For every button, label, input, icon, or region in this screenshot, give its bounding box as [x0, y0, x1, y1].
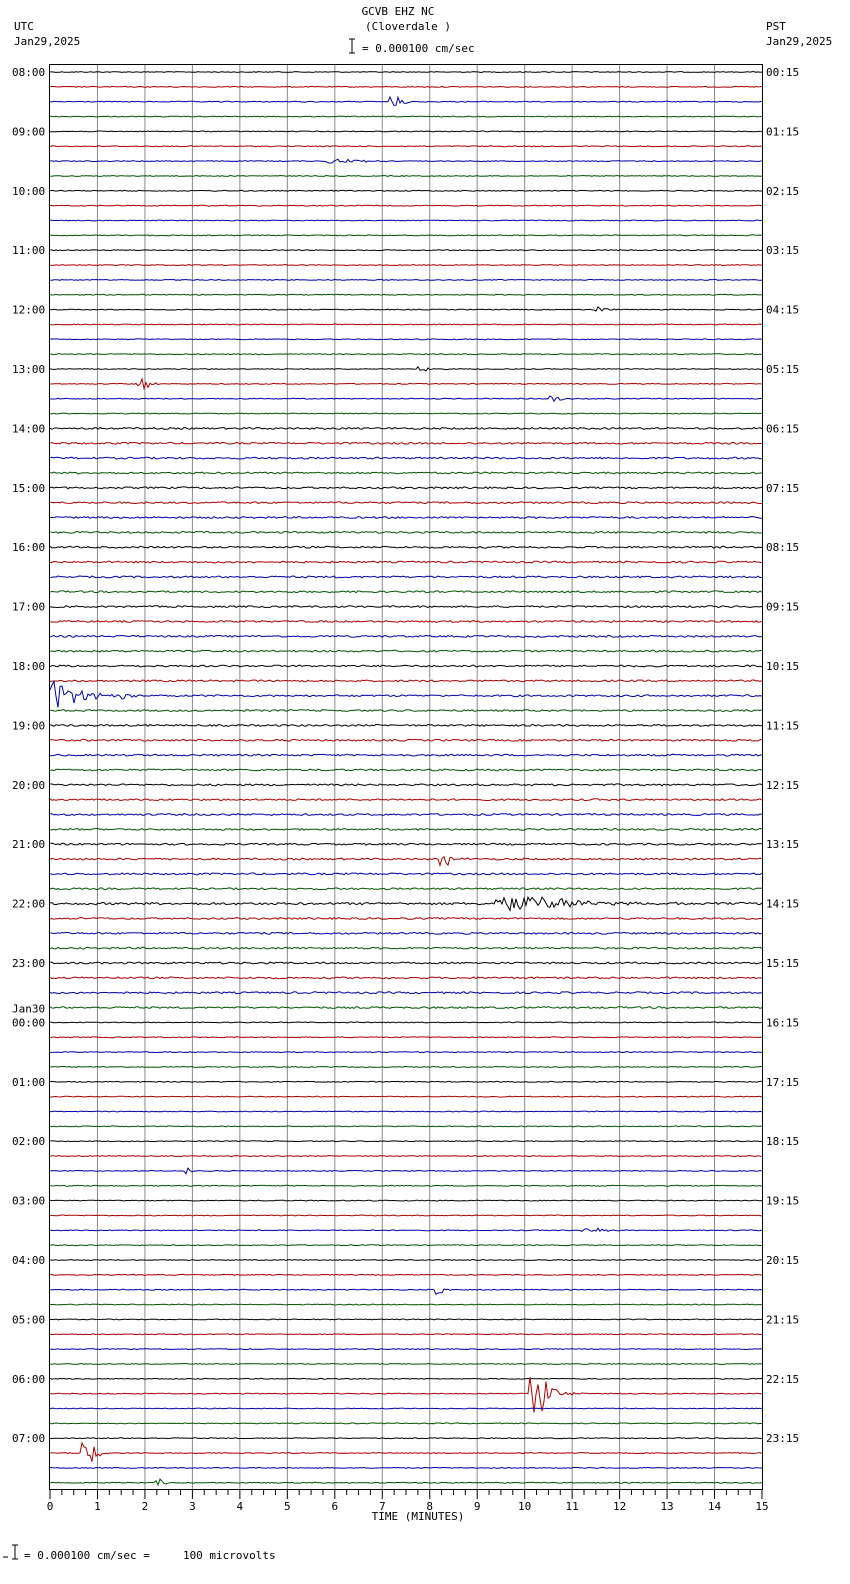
utc-hour-label: 09:00	[12, 125, 46, 139]
x-tick-label: 4	[236, 1500, 244, 1513]
trace-line	[50, 250, 762, 251]
trace-line	[50, 367, 762, 371]
trace-line	[50, 1304, 762, 1305]
trace-line	[50, 472, 762, 474]
trace-line	[50, 1377, 762, 1412]
pst-hour-label: 08:15	[766, 541, 800, 555]
pst-hour-label: 05:15	[766, 363, 800, 376]
trace-line	[50, 769, 762, 771]
trace-line	[50, 799, 762, 801]
trace-line	[50, 680, 762, 682]
trace-line	[50, 888, 762, 890]
footer-scale-label: = 0.000100 cm/sec = 100 microvolts	[24, 1549, 276, 1562]
utc-hour-label: 16:00	[12, 541, 46, 555]
trace-line	[50, 1443, 762, 1462]
trace-line	[50, 1067, 762, 1068]
trace-line	[50, 710, 762, 712]
trace-line	[50, 324, 762, 325]
pst-hour-label: 02:15	[766, 184, 800, 198]
trace-line	[50, 1096, 762, 1097]
utc-hour-label: 12:00	[12, 303, 46, 317]
trace-line	[50, 621, 762, 623]
utc-hour-label: 10:00	[12, 184, 46, 198]
pst-hour-label: 14:15	[766, 897, 800, 911]
trace-line	[50, 294, 762, 295]
pst-hour-label: 09:15	[766, 600, 800, 614]
trace-line	[50, 1111, 762, 1112]
utc-hour-label: 02:00	[12, 1135, 46, 1149]
trace-line	[50, 1141, 762, 1142]
trace-line	[50, 1052, 762, 1053]
trace-line	[50, 413, 762, 414]
trace-line	[50, 1185, 762, 1186]
trace-line	[50, 532, 762, 534]
trace-line	[50, 517, 762, 519]
trace-line	[50, 1022, 762, 1023]
pst-hour-labels	[766, 66, 799, 1445]
trace-line	[50, 176, 762, 177]
pst-hour-label: 04:15	[766, 303, 800, 317]
trace-line	[50, 1245, 762, 1246]
utc-hour-label: 15:00	[12, 481, 46, 495]
trace-line	[50, 754, 762, 756]
pst-hour-label: 10:15	[766, 660, 800, 673]
trace-line	[50, 1438, 762, 1439]
utc-hour-label: 06:00	[12, 1372, 46, 1386]
trace-line	[50, 502, 762, 504]
trace-line	[50, 992, 762, 994]
trace-group	[50, 72, 762, 1485]
trace-line	[50, 1364, 762, 1365]
pst-hour-label: 13:15	[766, 838, 800, 852]
left-timezone: UTC	[14, 20, 34, 33]
scale-label: = 0.000100 cm/sec	[362, 42, 475, 55]
pst-hour-label: 17:15	[766, 1075, 800, 1089]
trace-line	[50, 280, 762, 281]
trace-line	[50, 1081, 762, 1082]
trace-line	[50, 857, 762, 866]
pst-hour-label: 11:15	[766, 719, 800, 733]
trace-line	[50, 146, 762, 147]
station-location: (Cloverdale )	[364, 20, 452, 33]
x-tick-label: 6	[331, 1500, 339, 1513]
trace-line	[50, 1228, 762, 1231]
trace-line	[50, 606, 762, 608]
utc-hour-label: 05:00	[12, 1313, 46, 1327]
utc-hour-label: 14:00	[12, 422, 46, 436]
trace-line	[50, 159, 762, 163]
utc-hour-label: 18:00	[12, 660, 46, 673]
trace-line	[50, 650, 762, 652]
date-change-label: Jan30	[12, 1002, 46, 1016]
trace-line	[50, 354, 762, 355]
trace-line	[50, 665, 762, 667]
trace-line	[50, 1007, 762, 1009]
trace-line	[50, 897, 762, 910]
trace-line	[50, 977, 762, 979]
trace-line	[50, 205, 762, 206]
pst-hour-label: 16:15	[766, 1016, 800, 1030]
x-tick-label: 14	[707, 1500, 722, 1513]
trace-line	[50, 1408, 762, 1409]
station-title: GCVB EHZ NC	[361, 5, 435, 18]
trace-line	[50, 1037, 762, 1038]
utc-hour-label: 23:00	[12, 957, 46, 970]
pst-hour-label: 20:15	[766, 1254, 800, 1267]
trace-line	[50, 1168, 762, 1174]
trace-line	[50, 918, 762, 920]
utc-hour-label: 01:00	[12, 1075, 46, 1089]
trace-line	[50, 1468, 762, 1469]
trace-line	[50, 116, 762, 117]
utc-hour-label: 04:00	[12, 1254, 46, 1267]
trace-line	[50, 546, 762, 548]
x-tick-label: 2	[141, 1500, 149, 1513]
trace-line	[50, 829, 762, 831]
plot-frame	[50, 65, 763, 1490]
x-tick-label: 8	[426, 1500, 434, 1513]
trace-line	[50, 947, 762, 949]
pst-hour-label: 18:15	[766, 1135, 800, 1149]
trace-line	[50, 428, 762, 430]
trace-line	[50, 784, 762, 786]
trace-line	[50, 487, 762, 489]
utc-hour-label: 22:00	[12, 897, 46, 911]
utc-hour-label: 03:00	[12, 1194, 46, 1208]
trace-line	[50, 1274, 762, 1275]
trace-line	[50, 220, 762, 221]
trace-line	[50, 72, 762, 73]
right-timezone: PST	[766, 20, 786, 33]
x-tick-label: 7	[378, 1500, 386, 1513]
trace-line	[50, 86, 762, 87]
footer-scale-icon	[3, 1545, 18, 1559]
trace-line	[50, 265, 762, 266]
trace-line	[50, 682, 762, 708]
utc-hour-label: 19:00	[12, 719, 46, 733]
x-tick-label: 0	[46, 1500, 54, 1513]
trace-line	[50, 457, 762, 459]
pst-hour-label: 03:15	[766, 244, 800, 258]
pst-hour-label: 12:15	[766, 778, 800, 792]
x-tick-label: 3	[189, 1500, 196, 1513]
trace-line	[50, 307, 762, 311]
pst-hour-label: 00:15	[766, 66, 800, 79]
scale-bar-icon	[349, 39, 355, 53]
pst-hour-label: 07:15	[766, 481, 800, 495]
trace-line	[50, 1378, 762, 1379]
trace-line	[50, 131, 762, 132]
trace-line	[50, 1334, 762, 1335]
trace-line	[50, 1126, 762, 1127]
pst-hour-label: 15:15	[766, 957, 800, 970]
x-axis-label: TIME (MINUTES)	[371, 1510, 465, 1523]
trace-line	[50, 635, 762, 637]
trace-line	[50, 814, 762, 816]
trace-line	[50, 396, 762, 401]
trace-line	[50, 1349, 762, 1350]
trace-line	[50, 1479, 762, 1485]
trace-line	[50, 1319, 762, 1320]
trace-line	[50, 190, 762, 191]
utc-hour-label: 17:00	[12, 600, 46, 614]
trace-line	[50, 561, 762, 563]
pst-hour-label: 19:15	[766, 1194, 800, 1208]
trace-line	[50, 725, 762, 727]
utc-hour-label: 07:00	[12, 1432, 46, 1446]
utc-hour-label: 00:00	[12, 1016, 46, 1030]
x-tick-label: 11	[565, 1500, 579, 1513]
trace-line	[50, 235, 762, 236]
left-date: Jan29,2025	[14, 35, 81, 48]
x-tick-label: 9	[473, 1500, 481, 1513]
trace-line	[50, 932, 762, 934]
pst-hour-label: 23:15	[766, 1432, 800, 1446]
right-date: Jan29,2025	[766, 35, 833, 48]
trace-line	[50, 442, 762, 444]
x-tick-label: 5	[284, 1500, 291, 1513]
trace-line	[50, 97, 762, 106]
utc-hour-label: 21:00	[12, 838, 46, 852]
trace-line	[50, 873, 762, 875]
trace-line	[50, 1260, 762, 1261]
x-tick-label: 13	[660, 1500, 674, 1513]
x-tick-label: 15	[755, 1500, 769, 1513]
trace-line	[50, 576, 762, 578]
trace-line	[50, 1423, 762, 1424]
trace-line	[50, 1289, 762, 1294]
pst-hour-label: 06:15	[766, 422, 800, 436]
trace-line	[50, 591, 762, 593]
x-tick-label: 1	[94, 1500, 101, 1513]
trace-line	[50, 843, 762, 845]
trace-line	[50, 962, 762, 964]
utc-hour-labels	[12, 66, 45, 1445]
utc-hour-label: 20:00	[12, 778, 46, 792]
trace-line	[50, 379, 762, 389]
pst-hour-label: 22:15	[766, 1372, 800, 1386]
x-tick-label: 10	[518, 1500, 532, 1513]
trace-line	[50, 1200, 762, 1201]
x-tick-label: 12	[612, 1500, 627, 1513]
pst-hour-label: 01:15	[766, 125, 800, 139]
trace-line	[50, 1215, 762, 1216]
utc-hour-label: 11:00	[12, 244, 46, 258]
trace-line	[50, 339, 762, 340]
trace-line	[50, 1156, 762, 1157]
utc-hour-label: 13:00	[12, 363, 46, 376]
pst-hour-label: 21:15	[766, 1313, 800, 1327]
trace-line	[50, 739, 762, 741]
utc-hour-label: 08:00	[12, 66, 46, 79]
